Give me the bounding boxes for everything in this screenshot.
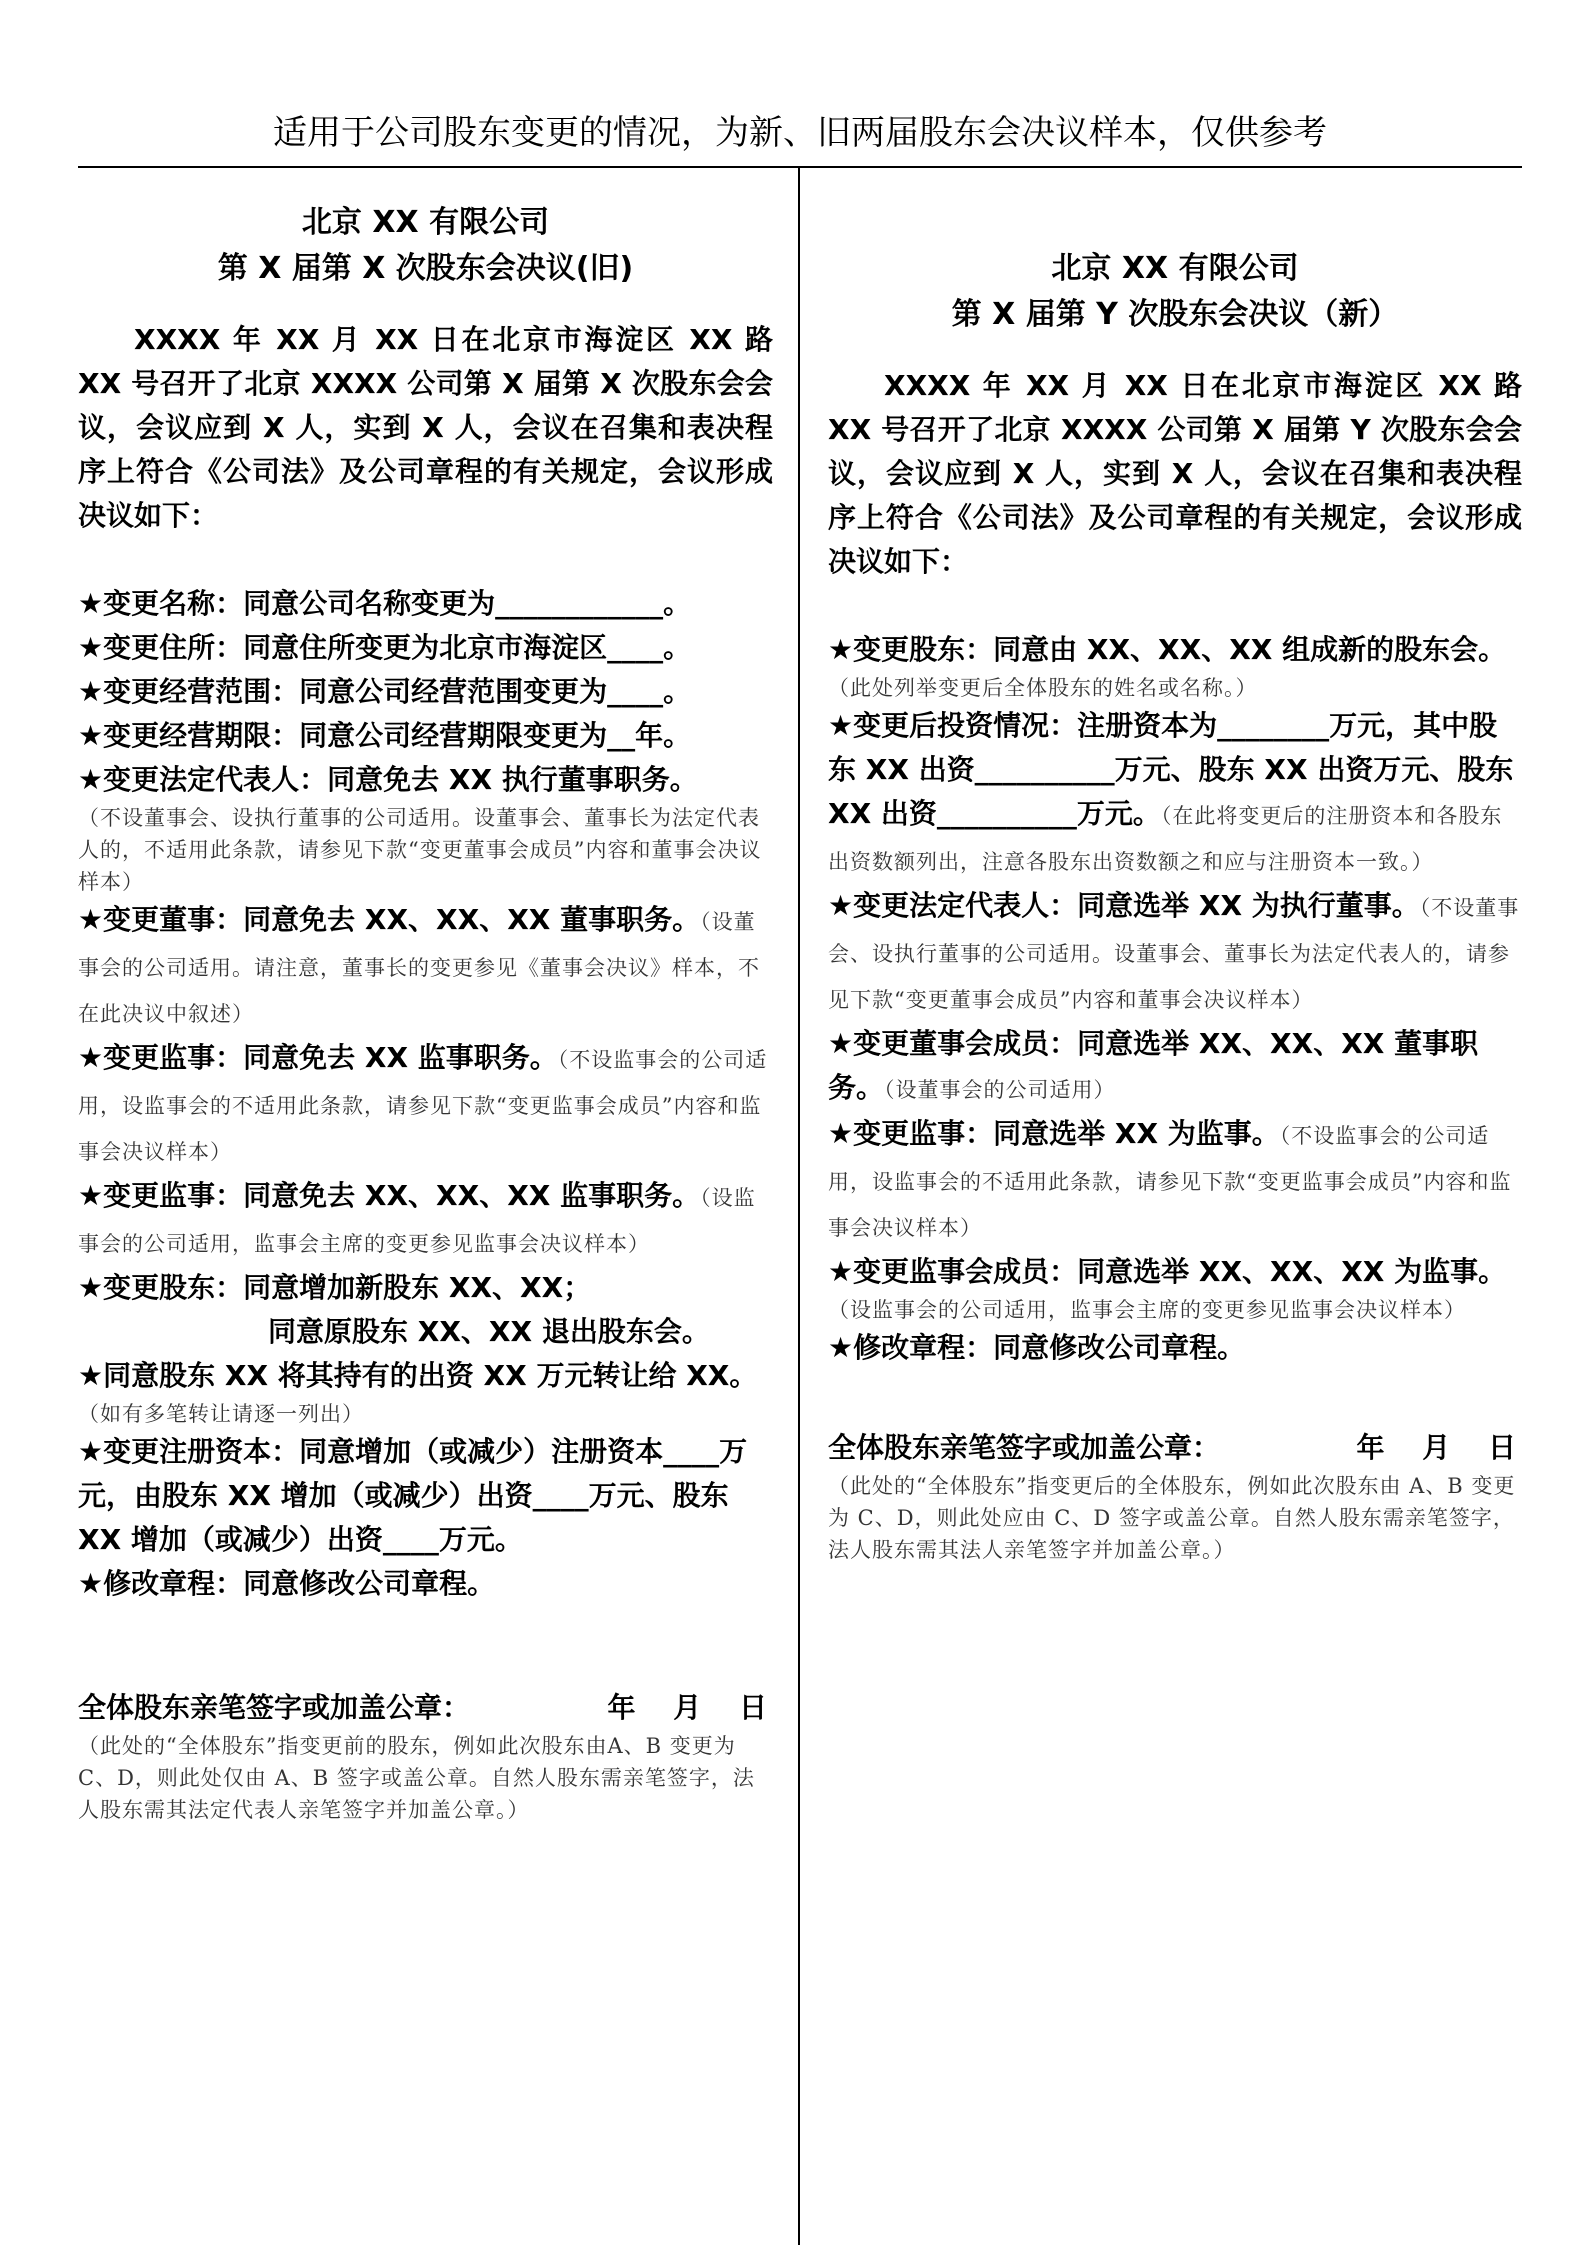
- new-signature-label: 全体股东亲笔签字或加盖公章：: [828, 1431, 1221, 1464]
- old-item-shareholder-exit: 同意原股东 XX、XX 退出股东会。: [268, 1315, 710, 1348]
- old-item-scope: ★变更经营范围：同意公司经营范围变更为____。: [78, 675, 692, 708]
- old-resolution-title: 第 X 届第 X 次股东会决议(旧): [217, 251, 634, 286]
- old-item-term: ★变更经营期限：同意公司经营期限变更为__年。: [78, 719, 692, 752]
- header-divider: [78, 166, 1522, 168]
- new-intro-paragraph: XXXX 年 XX 月 XX 日在北京市海淀区 XX 路 XX 号召开了北京 XXXX 公司第 X 届第 Y 次股东会会议，会议应到 X 人，实到 X 人，会议在召集和表决程序上符合《公司法》及公司章程的有关规定，会议形成决议如下：: [828, 369, 1522, 578]
- old-company-name: 北京 XX 有限公司: [301, 205, 550, 240]
- old-item-directors-note: （设董事会的公司适用。请注意，董事长的变更参见《董事会决议》样本，不在此决议中叙述）: [78, 910, 760, 1026]
- old-item-transfer-note: （如有多笔转让请逐一列出）: [78, 1402, 364, 1426]
- new-signature-line: [828, 1426, 1522, 1470]
- new-item-legal-rep: [828, 884, 1522, 1022]
- new-resolution-title: 第 X 届第 Y 次股东会决议（新）: [951, 297, 1399, 332]
- old-item-name: ★变更名称：同意公司名称变更为____________。: [78, 587, 692, 620]
- old-signature-date: 年 月 日: [607, 1691, 767, 1724]
- page-header: 适用于公司股东变更的情况，为新、旧两届股东会决议样本，仅供参考: [273, 113, 1327, 153]
- old-item-supervisor-text: ★变更监事：同意免去 XX 监事职务。: [78, 1041, 558, 1074]
- new-item-board: [828, 1022, 1522, 1112]
- new-item-supervisor-note: （不设监事会的公司适用，设监事会的不适用此条款，请参见下款“变更监事会成员”内容和监事会决议样本）: [828, 1124, 1512, 1240]
- new-item-board-note: （设董事会的公司适用）: [884, 1078, 1116, 1102]
- old-item-supervisors-note: （设监事会的公司适用，监事会主席的变更参见监事会决议样本）: [78, 1186, 756, 1256]
- new-item-supervisor-text: ★变更监事：同意选举 XX 为监事。: [828, 1117, 1280, 1150]
- old-item-supervisor: [78, 1036, 773, 1174]
- new-item-legal-rep-note: （不设董事会、设执行董事的公司适用。设董事会、董事长为法定代表人的，请参见下款“变更董事会成员”内容和董事会决议样本）: [828, 896, 1520, 1012]
- old-item-capital: ★变更注册资本：同意增加（或减少）注册资本____万元，由股东 XX 增加（或减少）出资____万元、股东 XX 增加（或减少）出资____万元。: [78, 1435, 748, 1556]
- new-item-articles: ★修改章程：同意修改公司章程。: [828, 1331, 1246, 1364]
- new-item-board-text: ★变更董事会成员：同意选举 XX、XX、XX 董事职务。: [828, 1027, 1479, 1104]
- old-item-address: ★变更住所：同意住所变更为北京市海淀区____。: [78, 631, 692, 664]
- old-item-articles: ★修改章程：同意修改公司章程。: [78, 1567, 496, 1600]
- old-item-supervisors-text: ★变更监事：同意免去 XX、XX、XX 监事职务。: [78, 1179, 701, 1212]
- old-signature-label: 全体股东亲笔签字或加盖公章：: [78, 1691, 471, 1724]
- new-signature-date: 年 月 日: [1356, 1431, 1516, 1464]
- old-item-transfer: ★同意股东 XX 将其持有的出资 XX 万元转让给 XX。: [78, 1359, 758, 1392]
- old-signature-note: （此处的“全体股东”指变更前的股东，例如此次股东由A、B 变更为 C、D，则此处仅由 A、B 签字或盖公章。自然人股东需亲笔签字，法人股东需其法定代表人亲笔签字并加盖公章。）: [78, 1734, 755, 1822]
- new-item-shareholders-note: （此处列举变更后全体股东的姓名或名称。）: [828, 676, 1258, 700]
- old-item-shareholder-change: ★变更股东：同意增加新股东 XX、XX；: [78, 1271, 592, 1304]
- new-resolution-column: [828, 246, 1522, 1566]
- new-item-investment: [828, 704, 1522, 884]
- new-item-legal-rep-text: ★变更法定代表人：同意选举 XX 为执行董事。: [828, 889, 1420, 922]
- new-item-supervisor: [828, 1112, 1522, 1250]
- column-divider: [798, 167, 800, 2245]
- new-item-supervisory-board-note: （设监事会的公司适用，监事会主席的变更参见监事会决议样本）: [828, 1298, 1466, 1322]
- old-item-legal-rep-note: （不设董事会、设执行董事的公司适用。设董事会、董事长为法定代表人的，不适用此条款，请参见下款“变更董事会成员”内容和董事会决议样本）: [78, 806, 762, 894]
- new-signature-note: （此处的“全体股东”指变更后的全体股东，例如此次股东由 A、B 变更为 C、D，则此处应由 C、D 签字或盖公章。自然人股东需亲笔签字，法人股东需其法人亲笔签字并加盖公章。）: [828, 1474, 1516, 1562]
- new-company-name: 北京 XX 有限公司: [1051, 251, 1299, 286]
- new-item-supervisory-board: ★变更监事会成员：同意选举 XX、XX、XX 为监事。: [828, 1255, 1507, 1288]
- old-resolution-column: [78, 200, 773, 1826]
- old-signature-line: [78, 1686, 773, 1730]
- old-item-directors-text: ★变更董事：同意免去 XX、XX、XX 董事职务。: [78, 903, 701, 936]
- old-item-supervisor-note: （不设监事会的公司适用，设监事会的不适用此条款，请参见下款“变更监事会成员”内容和监事会决议样本）: [78, 1048, 768, 1164]
- old-item-supervisors: [78, 1174, 773, 1266]
- new-item-investment-note: （在此将变更后的注册资本和各股东出资数额列出，注意各股东出资数额之和应与注册资本一致。）: [828, 804, 1503, 874]
- old-item-legal-rep: ★变更法定代表人：同意免去 XX 执行董事职务。: [78, 763, 698, 796]
- new-item-shareholders: ★变更股东：同意由 XX、XX、XX 组成新的股东会。: [828, 633, 1507, 666]
- old-item-directors: [78, 898, 773, 1036]
- old-intro-paragraph: XXXX 年 XX 月 XX 日在北京市海淀区 XX 路 XX 号召开了北京 XXXX 公司第 X 届第 X 次股东会会议，会议应到 X 人，实到 X 人，会议在召集和表决程序上符合《公司法》及公司章程的有关规定，会议形成决议如下：: [78, 323, 773, 532]
- new-item-investment-text: ★变更后投资情况：注册资本为________万元，其中股东 XX 出资__________万元、股东 XX 出资万元、股东 XX 出资__________万元。: [828, 709, 1514, 830]
